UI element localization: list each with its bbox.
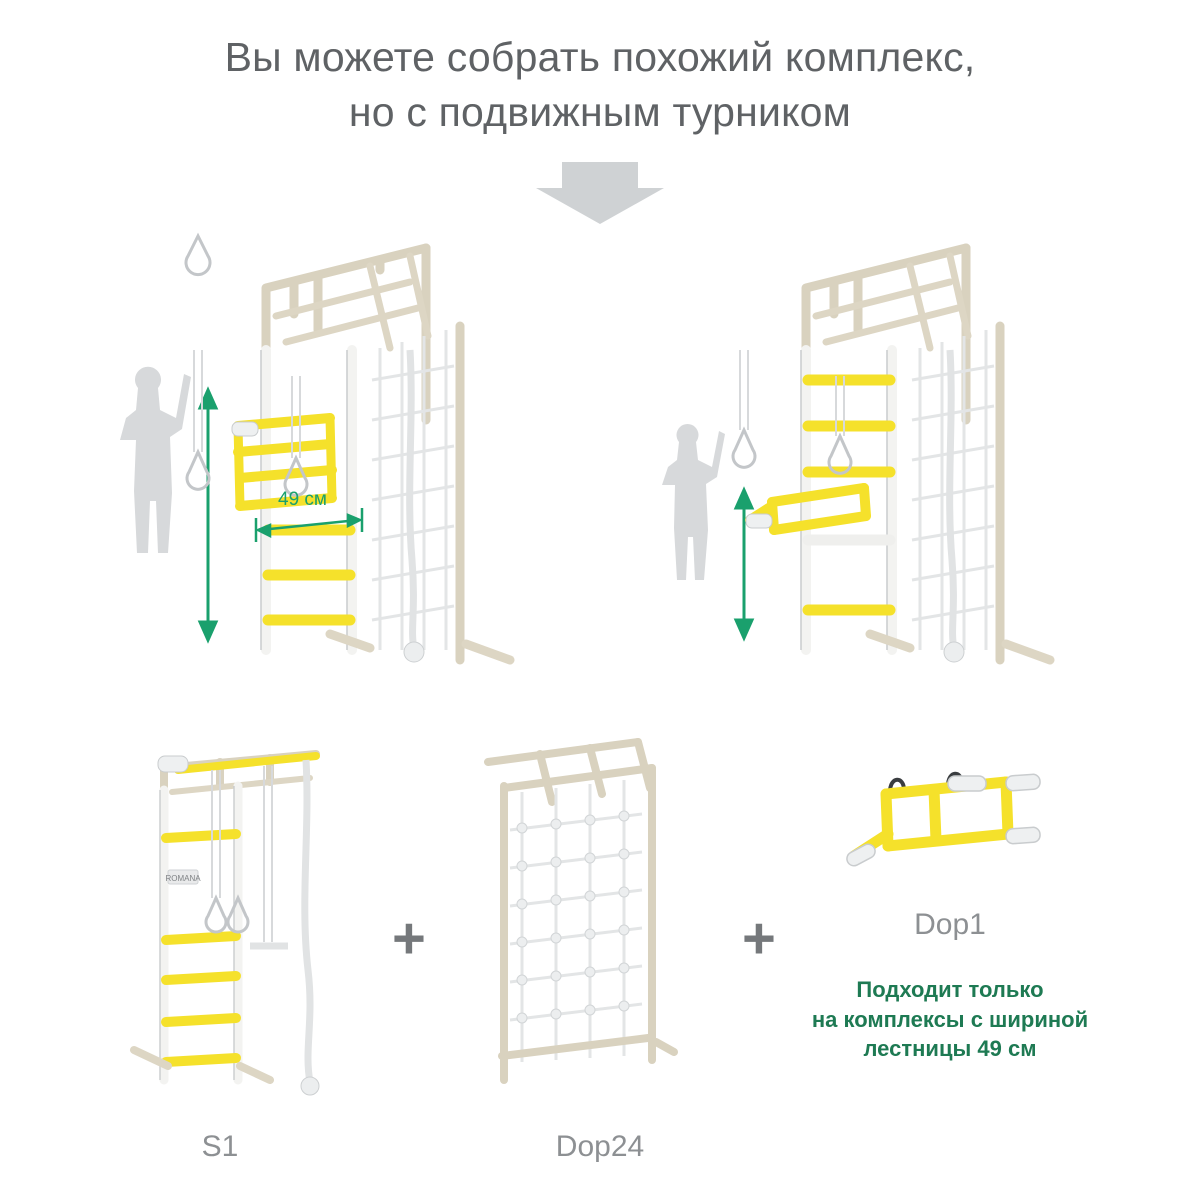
component-dop24-figure [460,730,740,1120]
headline-line-1: Вы можете собрать похожий комплекс, [224,34,976,80]
climbing-rope [305,760,310,1082]
headline-line-2: но с подвижным турником [348,89,852,136]
operator-plus-2: + [742,906,776,971]
note-line-1: Подходит только [856,977,1044,1002]
note-line-3-prefix: лестницы [863,1036,978,1062]
page-title [0,30,1200,141]
component-label-dop1: Dop1 [914,908,986,941]
trapeze-ring [186,236,210,275]
child-silhouette [662,424,725,580]
component-label-dop24: Dop24 [555,1130,645,1163]
arrow-down-icon [534,160,666,226]
diagram-complex-movable-bar [620,230,1100,680]
climbing-rope [410,350,414,648]
component-label-s1: S1 [201,1130,239,1163]
operator-plus-1: + [392,906,426,971]
component-dop1-figure [830,760,1060,900]
note-line-3-value: 49 см [977,1036,1037,1062]
adult-silhouette [120,367,191,553]
component-s1-figure [120,730,380,1120]
dimension-label-49cm: 49 см [278,489,327,510]
note-line-3 [780,1034,1120,1064]
note-line-2: на комплексы с шириной [811,1006,1089,1032]
dop1-compatibility-note [780,975,1120,1064]
diagram-complex-fixed-bar [80,230,560,680]
vertical-double-arrow [736,490,752,638]
climbing-rope [950,350,954,648]
brand-mark: ROMANA [165,874,201,883]
climbing-net [510,780,642,1062]
